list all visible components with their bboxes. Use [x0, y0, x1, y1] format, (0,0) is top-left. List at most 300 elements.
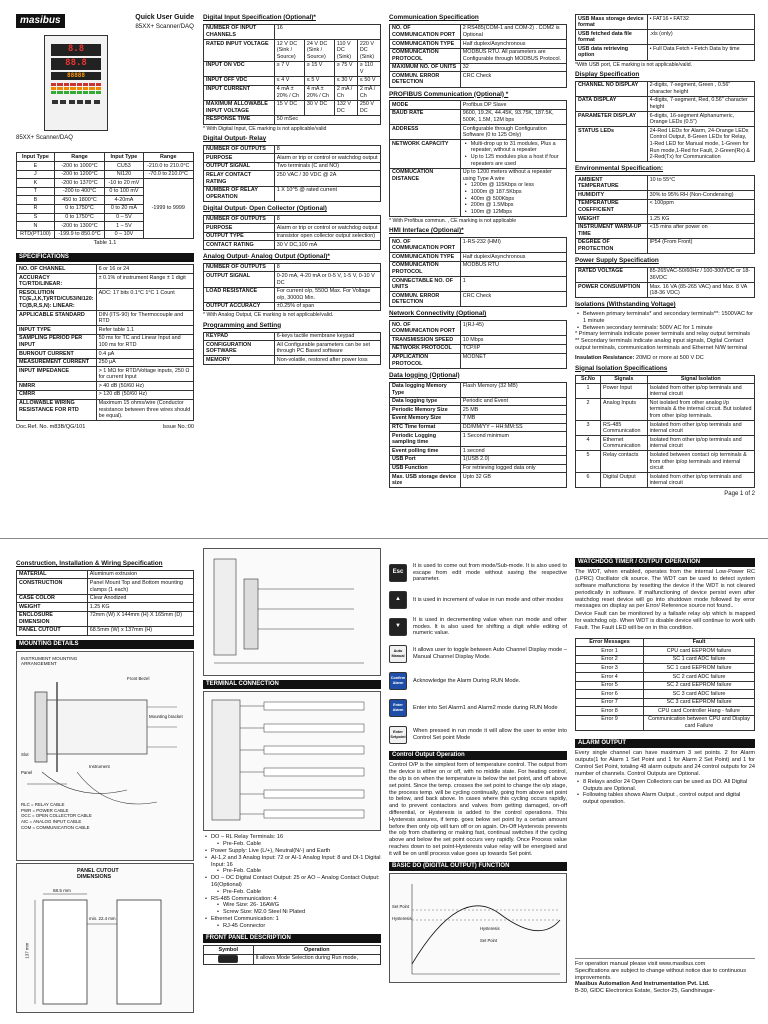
error-cell: Error 3: [576, 664, 644, 673]
spec-value: 50 mSec: [274, 115, 380, 124]
signal-isolation-title: Signal Isolation Specifications: [575, 364, 668, 372]
range-cell: -200 to 400°C: [54, 187, 104, 196]
spec-key: PURPOSE: [204, 154, 275, 163]
spec-key: COMMUNICATION TYPE: [390, 40, 461, 49]
spec-row: [17, 265, 194, 274]
spec-value: transistor open collector output selection): [274, 232, 380, 241]
spec-row: [576, 191, 755, 200]
distance-item: • 100m @ 12Mbps: [465, 209, 564, 216]
spec-row: [576, 267, 755, 282]
spec-value: 2 mA / Ch: [334, 85, 357, 100]
doc-ref: Doc.Ref. No. m83B/QG/101: [16, 424, 86, 431]
spec-row: [576, 112, 755, 127]
control-text: Control O/P is the simplest form of temperature control. The output from the device is either on or off, with no middle state. For heating control, the o/p is on when the temperature is below the set point, and off above set point. Since the temp. crosses the set point to change the o/p stage, the process temp. will be cycling continually, going from above set point to below, and back above. In cases where this cycling occurs rapidly, and to prevent contactors and valves from getting damaged, on-off differential, or Hysteresis is added to the control operations. This Hysteresis assures, if temp. goes below set point by a certain amount before then only o/p will turn off or on again. On-Off Hysteresis prevents the o/p from chattering or making fast, continual switches if the cycling above and below the set point occurs very rapidly. Once Process value reaches down to set point-Hysteresis value relay will be energised and it will be on until process value goes up towards Set point.: [389, 762, 567, 857]
error-header: Error Messages: [576, 638, 644, 647]
usb-table: [575, 14, 755, 61]
spec-value: 1 Second minimum: [460, 432, 566, 447]
range-caption: Table 1.1: [93, 240, 117, 247]
spec-key: NUMBER OF RELAY OPERATION: [204, 186, 275, 201]
spec-key: COMMUNICATION PROTOCOL: [390, 48, 461, 63]
comm-title: Communication Specification: [389, 14, 479, 21]
error-cell: Error 5: [576, 681, 644, 690]
front-panel-heading: FRONT PANEL DESCRIPTION: [203, 934, 381, 943]
signal-row: [576, 384, 755, 399]
spec-row: [17, 399, 194, 421]
basic-do-heading: BASIC DO (DIGITAL OUTPUT) FUNCTION: [389, 862, 567, 871]
spec-value: 2 mA / Ch: [357, 85, 380, 100]
spec-row: [17, 367, 194, 382]
range-cell: -200 to 1300°C: [54, 222, 104, 231]
spec-row: [390, 344, 567, 353]
range-cell: J: [17, 170, 55, 179]
spec-value: 1.25 KG: [647, 215, 754, 224]
spec-key: USB Port: [390, 455, 461, 464]
spec-row: [17, 311, 194, 326]
comm-table: [389, 24, 567, 88]
terminal-item: • Wire Size: 26- 16AWG: [217, 902, 381, 909]
page-footer: [575, 958, 755, 995]
key-desc: It is used in increment of value in run mode and other modes: [413, 596, 564, 603]
mounting-label: Mounting bracket: [149, 713, 183, 719]
range-row: [17, 179, 194, 188]
isolation-list: [575, 311, 755, 331]
spec-row: [390, 125, 567, 140]
spec-value: 24-Red LEDs for Alarm, 24-Orange LEDs Control Output, 8-Green LEDs for Relay, 1-Red LED for Manual mode, 1-Green for Run mode,1-Red for Fault, 2-Green(Rx) & 2-Red(Tx) for Communication: [647, 127, 754, 162]
key-row: [389, 643, 567, 665]
error-cell: SC 2 card EEPROM failure: [644, 681, 755, 690]
spec-row: [390, 277, 567, 292]
spec-value: 0.4 µA: [96, 350, 193, 359]
error-cell: SC 1 card ADC failure: [644, 655, 755, 664]
spec-value: For retrieving logged data only: [460, 464, 566, 473]
watchdog-p1: The WDT, when enabled, operates from the internal Low-Power RC (LPRC) Oscillator clk source. The WDT can be used to detect system software malfunctions by resetting the device if the WDT is not cleared periodically in software. If malfunctioning of device persist even after watchdog reset device will go into shutdown mode followed by error messages on display as per Error/ Reference source not found..: [575, 569, 755, 610]
spec-key: MAXIMUM NO. OF UNITS: [390, 63, 461, 72]
display-title: Display Specification: [575, 70, 640, 78]
alarm-item: • 8 Relays and/or 24 Open Collectors can be used as DO. All Digital Outputs are Optional.: [577, 779, 755, 793]
spec-key: NUMBER OF OUTPUTS: [204, 215, 275, 224]
spec-value: 1(USB 2.0): [460, 455, 566, 464]
device-display-2: 88.8: [51, 58, 101, 70]
cutout-gap: min. 22.4 mm: [89, 915, 116, 921]
range-cell: T: [17, 187, 55, 196]
spec-row: [204, 215, 381, 224]
spec-value: > 120 dB (50/60 Hz): [96, 390, 193, 399]
spec-value: Alarm or trip or control or watchdog output: [274, 224, 380, 233]
spec-key: NUMBER OF OUTPUTS: [204, 145, 275, 154]
spec-key: Data logging Memory Type: [390, 382, 461, 397]
spec-key: APPLICABLE STANDARD: [17, 311, 97, 326]
spec-value: 24 V DC (Sink / Source): [304, 40, 334, 62]
spec-row: [390, 464, 567, 473]
spec-row: [17, 579, 194, 594]
range-cell: 0 – 5V: [105, 213, 143, 222]
page-divider: [0, 538, 768, 539]
spec-value: ± 0.1% of instrument Range ± 1 digit: [96, 274, 193, 289]
spec-key: INPUT TYPE: [17, 326, 97, 335]
profibus-table: [389, 100, 567, 217]
error-cell: Error 7: [576, 698, 644, 707]
spec-value: 220 V DC (Sink): [357, 40, 380, 62]
spec-row: [390, 72, 567, 87]
error-row: [576, 715, 755, 730]
range-header: Range: [54, 153, 104, 162]
spec-value: 32: [460, 63, 566, 72]
key-icon: Enter Setpoint: [389, 726, 407, 744]
range-cell: -10 to 20 mV: [105, 179, 143, 188]
wiring-drawing: [204, 549, 380, 675]
spec-value: 15 V DC: [274, 100, 304, 115]
spec-row: [204, 287, 381, 302]
spec-row: [17, 611, 194, 626]
guide-title: Quick User Guide: [135, 14, 194, 21]
spec-key: BURNOUT CURRENT: [17, 350, 97, 359]
spec-value: 12 V DC (Sink / Source): [274, 40, 304, 62]
spec-key: MATERIAL: [17, 570, 88, 579]
spec-row: [204, 341, 381, 356]
range-cell: -1999 to 9999: [143, 179, 193, 239]
spec-key: RESPONSE TIME: [204, 115, 275, 124]
spec-key: PURPOSE: [204, 224, 275, 233]
signal-cell: Digital Output: [601, 473, 648, 488]
mounting-label: Panel: [21, 769, 33, 775]
terminal-item: • AI-1,2 and 3 Analog Input: 72 or AI-1 Analog Input: 8 and DI-1 Digital Input: 16: [205, 855, 381, 869]
isolation-note: ** Secondary terminals indicate analog input signals, Digital Contact output terminals, communication terminals and Ethernet N/W terminal: [575, 338, 748, 352]
spec-row: [17, 390, 194, 399]
spec-key: NUMBER OF INPUT CHANNELS: [204, 24, 275, 39]
key-icon: Enter Alarm: [389, 699, 407, 717]
spec-row: [204, 186, 381, 201]
error-row: [576, 698, 755, 707]
spec-value: ≤ 50 V: [357, 76, 380, 85]
spec-row: [204, 100, 381, 115]
spec-value: Flash Memory (32 MB): [460, 382, 566, 397]
spec-value: MODNET: [460, 353, 566, 368]
spec-value: Maximum 15 ohms/wire (Conductor resistance between three wires should be equal).: [96, 399, 193, 421]
spec-value: 0-20 mA, 4-20 mA or 0-5 V, 1-5 V, 0-10 V DC: [274, 272, 380, 287]
key-row: [389, 589, 567, 611]
watchdog-p2: Device Fault can be monitored by a failsafe relay o/p which is mapped for watchdog o/p. When WDT is disable device will continue to work with Fault. The Fault LED will be on in this condition.: [575, 611, 755, 631]
spec-key: RATED VOLTAGE: [576, 267, 648, 282]
spec-value: Half duplex/Asynchronous: [460, 40, 566, 49]
key-icon: ▲: [389, 591, 407, 609]
signal-header: Sr.No: [576, 375, 601, 384]
power-title: Power Supply Specification: [575, 257, 659, 264]
isolation-title: Isolations (Withstanding Voltage): [575, 301, 676, 309]
range-cell: K: [17, 179, 55, 188]
range-row: [17, 162, 194, 171]
spec-key: APPLICATION PROTOCOL: [390, 353, 461, 368]
spec-row: [576, 238, 755, 253]
display-table: [575, 81, 755, 163]
range-cell: -210.0 to 210.0°C: [143, 162, 193, 171]
spec-key: Periodic Logging sampling time: [390, 432, 461, 447]
wiring-diagram-top: [203, 548, 381, 676]
spec-value: 1 X 10^5 @ rated current: [274, 186, 380, 201]
spec-row: [576, 215, 755, 224]
isolation-notes: [575, 331, 755, 351]
terminal-item: • Pre-Feb. Cable: [217, 889, 381, 896]
device-led-grid: [51, 83, 101, 94]
spec-row: [576, 283, 755, 298]
spec-value: ±0.25% of span: [274, 302, 380, 311]
analog-output-table: [203, 263, 381, 312]
do-label: Set Point: [392, 904, 409, 909]
error-row: [576, 664, 755, 673]
spec-row: [204, 302, 381, 311]
spec-key: CASE COLOR: [17, 594, 88, 603]
spec-value: 85-265VAC-50/60Hz / 100-300VDC or 18-36VDC: [647, 267, 754, 282]
mounting-note: PWR = POWER CABLE: [21, 807, 69, 813]
spec-row: [390, 353, 567, 368]
range-cell: NI120: [105, 170, 143, 179]
signal-cell: Isolated from other ip/op terminals and internal circuit: [647, 421, 754, 436]
range-cell: CU53: [105, 162, 143, 171]
spec-row: [204, 241, 381, 250]
spec-value: 68.5mm (W) x 137mm (H): [87, 626, 193, 635]
spec-key: NMRR: [17, 382, 97, 391]
spec-row: [204, 145, 381, 154]
spec-key: OUTPUT ACCURACY: [204, 302, 275, 311]
spec-value: Aluminum extrusion: [87, 570, 193, 579]
spec-key: MAXIMUM ALLOWABLE INPUT VOLTAGE: [204, 100, 275, 115]
error-cell: Error 4: [576, 673, 644, 682]
alarm-heading: ALARM OUTPUT: [575, 739, 755, 748]
analog-output-title: Analog Output- Analog Output (Optional)*: [203, 253, 330, 261]
spec-key: USB Mass storage device format: [576, 15, 648, 30]
error-row: [576, 655, 755, 664]
spec-value: > 40 dB (50/60 Hz): [96, 382, 193, 391]
spec-value: Max. 16 VA (85-265 VAC) and Max. 8 VA (18-36 VDC): [647, 283, 754, 298]
key-list: [389, 562, 567, 746]
profibus-note: * With Profibus commun. , CE marking is not applicable: [389, 217, 517, 224]
spec-key: NO. OF COMMUNICATION PORT: [390, 238, 461, 253]
spec-key: COMMUNICATION TYPE: [390, 253, 461, 262]
spec-key: NUMBER OF OUTPUTS: [204, 263, 275, 272]
range-cell: 0 to 100 mV: [105, 187, 143, 196]
spec-row: [390, 238, 567, 253]
cutout-title: PANEL CUTOUT DIMENSIONS: [77, 867, 119, 881]
footer-line1: For operation manual please visit www.masibus.com: [575, 961, 706, 967]
key-icon: Auto Manual: [389, 645, 407, 663]
signal-cell: Isolated from other ip/op terminals and internal circuit: [647, 473, 754, 488]
spec-row: [204, 263, 381, 272]
spec-value: For current o/p, 550Ω Max. For Voltage o/p, 3000Ω Min.: [274, 287, 380, 302]
spec-row: [204, 154, 381, 163]
spec-row: [390, 292, 567, 307]
column-3-bottom: [389, 562, 567, 983]
key-icon: Esc: [389, 564, 407, 582]
spec-key: Max. USB storage device size: [390, 473, 461, 488]
spec-key: LOAD RESISTANCE: [204, 287, 275, 302]
datalog-table: [389, 382, 567, 489]
spec-row: [390, 473, 567, 488]
range-cell: R: [17, 204, 55, 213]
key-row: [389, 562, 567, 584]
spec-row: [204, 61, 381, 76]
spec-value: 132 V DC: [334, 100, 357, 115]
spec-value: 30 V DC: [304, 100, 334, 115]
terminal-item: • DO – RL Relay Terminals: 16: [205, 834, 381, 841]
spec-value: 8: [274, 215, 380, 224]
spec-key: ALLOWABLE WIRING RESISTANCE FOR RTD: [17, 399, 97, 421]
isolation-note: * Primary terminals indicate power terminals and relay output terminals: [575, 331, 751, 338]
range-cell: 450 to 1800°C: [54, 196, 104, 205]
spec-value: Non-volatile, restored after power loss: [274, 356, 380, 365]
spec-value: 2 RS485(COM-1 and COM-2) . COM2 is Optional: [460, 24, 566, 39]
spec-row: [390, 253, 567, 262]
terminal-diagram: [203, 691, 381, 831]
spec-key: TRANSMISSION SPEED: [390, 336, 461, 345]
spec-row: [576, 15, 755, 30]
spec-value: 1: [460, 277, 566, 292]
signal-cell: Isolated from other ip/op terminals and internal circuit: [647, 384, 754, 399]
spec-row: [390, 397, 567, 406]
spec-value: 10 to 55°C: [647, 176, 754, 191]
distance-intro: Up to 1200 meters without a repeater using Type A wire: [462, 169, 552, 182]
footer-line2: Specifications are subject to change without notice due to continuous improvements.: [575, 967, 747, 981]
spec-row: [204, 332, 381, 341]
key-desc: It is used in decrementing value when run mode and other modes. It is also used for shifting a digit while editing of numeric value.: [413, 616, 567, 637]
error-row: [576, 690, 755, 699]
mode-key-icon: [218, 955, 238, 963]
range-cell: -199.9 to 850.0°C: [54, 230, 104, 239]
spec-key: MEASUREMENT CURRENT: [17, 358, 97, 367]
error-cell: Error 9: [576, 715, 644, 730]
spec-row: [17, 570, 194, 579]
mounting-note: OCC = OPEN COLLECTOR CABLE: [21, 813, 92, 819]
spec-row: [204, 232, 381, 241]
error-cell: Error 8: [576, 707, 644, 716]
spec-value: Refer table 1.1: [96, 326, 193, 335]
terminal-drawing: [204, 692, 380, 830]
key-row: [389, 724, 567, 746]
error-row: [576, 673, 755, 682]
spec-value: 7 MB: [460, 414, 566, 423]
spec-row: [576, 127, 755, 162]
spec-key: RELAY CONTACT RATING: [204, 171, 275, 186]
network-title: Network Connectivity (Optional): [389, 310, 487, 318]
network-item: • Up to 125 modules plus a host if four repeaters are used: [465, 154, 564, 167]
spec-row: [390, 24, 567, 39]
range-cell: 0 to 1750°C: [54, 204, 104, 213]
distance-item: • 200m @ 1.5Mbps: [465, 202, 564, 209]
cutout-width: 68.5 mm: [53, 887, 71, 893]
spec-row: [204, 85, 381, 100]
spec-value: 6-digits, 16-segment Alphanumeric, Orange LEDs (0.5"): [647, 112, 754, 127]
spec-row: [204, 356, 381, 365]
spec-key: RATED INPUT VOLTAGE: [204, 40, 275, 62]
model-name: 85XX+ Scanner/DAQ: [135, 22, 194, 30]
terminal-item: • RS-485 Communication: 4: [205, 896, 381, 903]
signal-cell: Power Input: [601, 384, 648, 399]
signal-cell: RS-485 Communication: [601, 421, 648, 436]
spec-value: 72mm (W) X 144mm (H) X 165mm (D): [87, 611, 193, 626]
spec-key: ACCURACY TC/RTD/LINEAR:: [17, 274, 97, 289]
column-1: [16, 14, 194, 431]
spec-value: 8: [274, 145, 380, 154]
column-4-bottom: [575, 558, 755, 995]
spec-key: NO. OF CHANNEL: [17, 265, 97, 274]
do-label: Hysteresis: [480, 926, 500, 931]
spec-key: INPUT IMPEDANCE: [17, 367, 97, 382]
spec-key: POWER CONSUMPTION: [576, 283, 648, 298]
key-row: [389, 697, 567, 719]
spec-row: [204, 162, 381, 171]
signal-cell: 5: [576, 451, 601, 473]
spec-row: [390, 432, 567, 447]
spec-row: [17, 274, 194, 289]
insulation-label: Insulation Resistance:: [575, 354, 635, 361]
terminal-item: • RJ-45 Connector: [217, 923, 381, 930]
range-cell: E: [17, 162, 55, 171]
spec-value: All Configurable parameters can be set through PC Based software: [274, 341, 380, 356]
insulation-resistance: [575, 355, 755, 362]
analog-output-note: * With Analog Output, CE marking is not applicable/valid.: [203, 312, 334, 319]
mounting-diagram: [16, 651, 194, 861]
spec-key: CMRR: [17, 390, 97, 399]
construction-table: [16, 570, 194, 636]
key-row: [389, 616, 567, 638]
spec-key: BAUD RATE: [390, 109, 461, 124]
digital-input-table: [203, 24, 381, 125]
range-header: Range: [143, 153, 193, 162]
spec-value: 9600, 19.2K, 44.45K, 93.75K, 187.5K, 500K, 1.5M, 12M bps: [460, 109, 566, 124]
spec-row: [390, 423, 567, 432]
spec-key: NETWORK PROTOCOL: [390, 344, 461, 353]
front-panel-header: Operation: [253, 946, 380, 955]
signal-cell: 1: [576, 384, 601, 399]
terminal-item: • Power Supply: Live (L/+), Neutral(N/-) and Earth: [205, 848, 381, 855]
range-cell: RTD(PT100): [17, 230, 55, 239]
error-cell: SC 1 card EEPROM failure: [644, 664, 755, 673]
spec-row: [17, 603, 194, 612]
spec-key: CONFIGURATION SOFTWARE: [204, 341, 275, 356]
spec-value: 250 VAC / 30 VDC @ 2A: [274, 171, 380, 186]
signal-cell: Not isolated from other analog i/p terminals & the internal circuit. But isolated from other ip/op terminals.: [647, 399, 754, 421]
spec-row: [17, 358, 194, 367]
signal-cell: 6: [576, 473, 601, 488]
spec-row: [17, 326, 194, 335]
spec-value: Alarm or trip or control or watchdog output: [274, 154, 380, 163]
spec-key: RTC Time format: [390, 423, 461, 432]
range-table: [16, 152, 194, 239]
digital-input-note: * With Digital Input, CE marking is not applicable/valid: [203, 125, 327, 132]
spec-row: [576, 176, 755, 191]
terminal-item: • Pre-Feb. Cable: [217, 868, 381, 875]
spec-key: NO. OF COMMUNICATION PORT: [390, 24, 461, 39]
specifications-heading: SPECIFICATIONS: [16, 253, 194, 262]
spec-row: [390, 336, 567, 345]
control-heading: Control Output Operation: [389, 751, 567, 760]
range-cell: -200 to 1200°C: [54, 170, 104, 179]
signal-cell: 2: [576, 399, 601, 421]
spec-key: DATA DISPLAY: [576, 96, 648, 111]
front-panel-table: [203, 945, 381, 965]
signal-row: [576, 436, 755, 451]
relay-title: Digital Output- Relay: [203, 134, 267, 142]
range-cell: N: [17, 222, 55, 231]
spec-row: [390, 414, 567, 423]
spec-key: INPUT CURRENT: [204, 85, 275, 100]
page-number: Page 1 of 2: [724, 491, 755, 498]
spec-value: Upto 32 GB: [460, 473, 566, 488]
mounting-note: AIC = ANALOG INPUT CABLE: [21, 819, 82, 825]
spec-value: CRC Check: [460, 292, 566, 307]
mounting-heading: MOUNTING DETAILS: [16, 640, 194, 649]
spec-row: [390, 40, 567, 49]
spec-value: MODBUS RTU: [460, 261, 566, 276]
mounting-diagram-title: INSTRUMENT MOUNTING ARRANGEMENT: [21, 655, 78, 667]
